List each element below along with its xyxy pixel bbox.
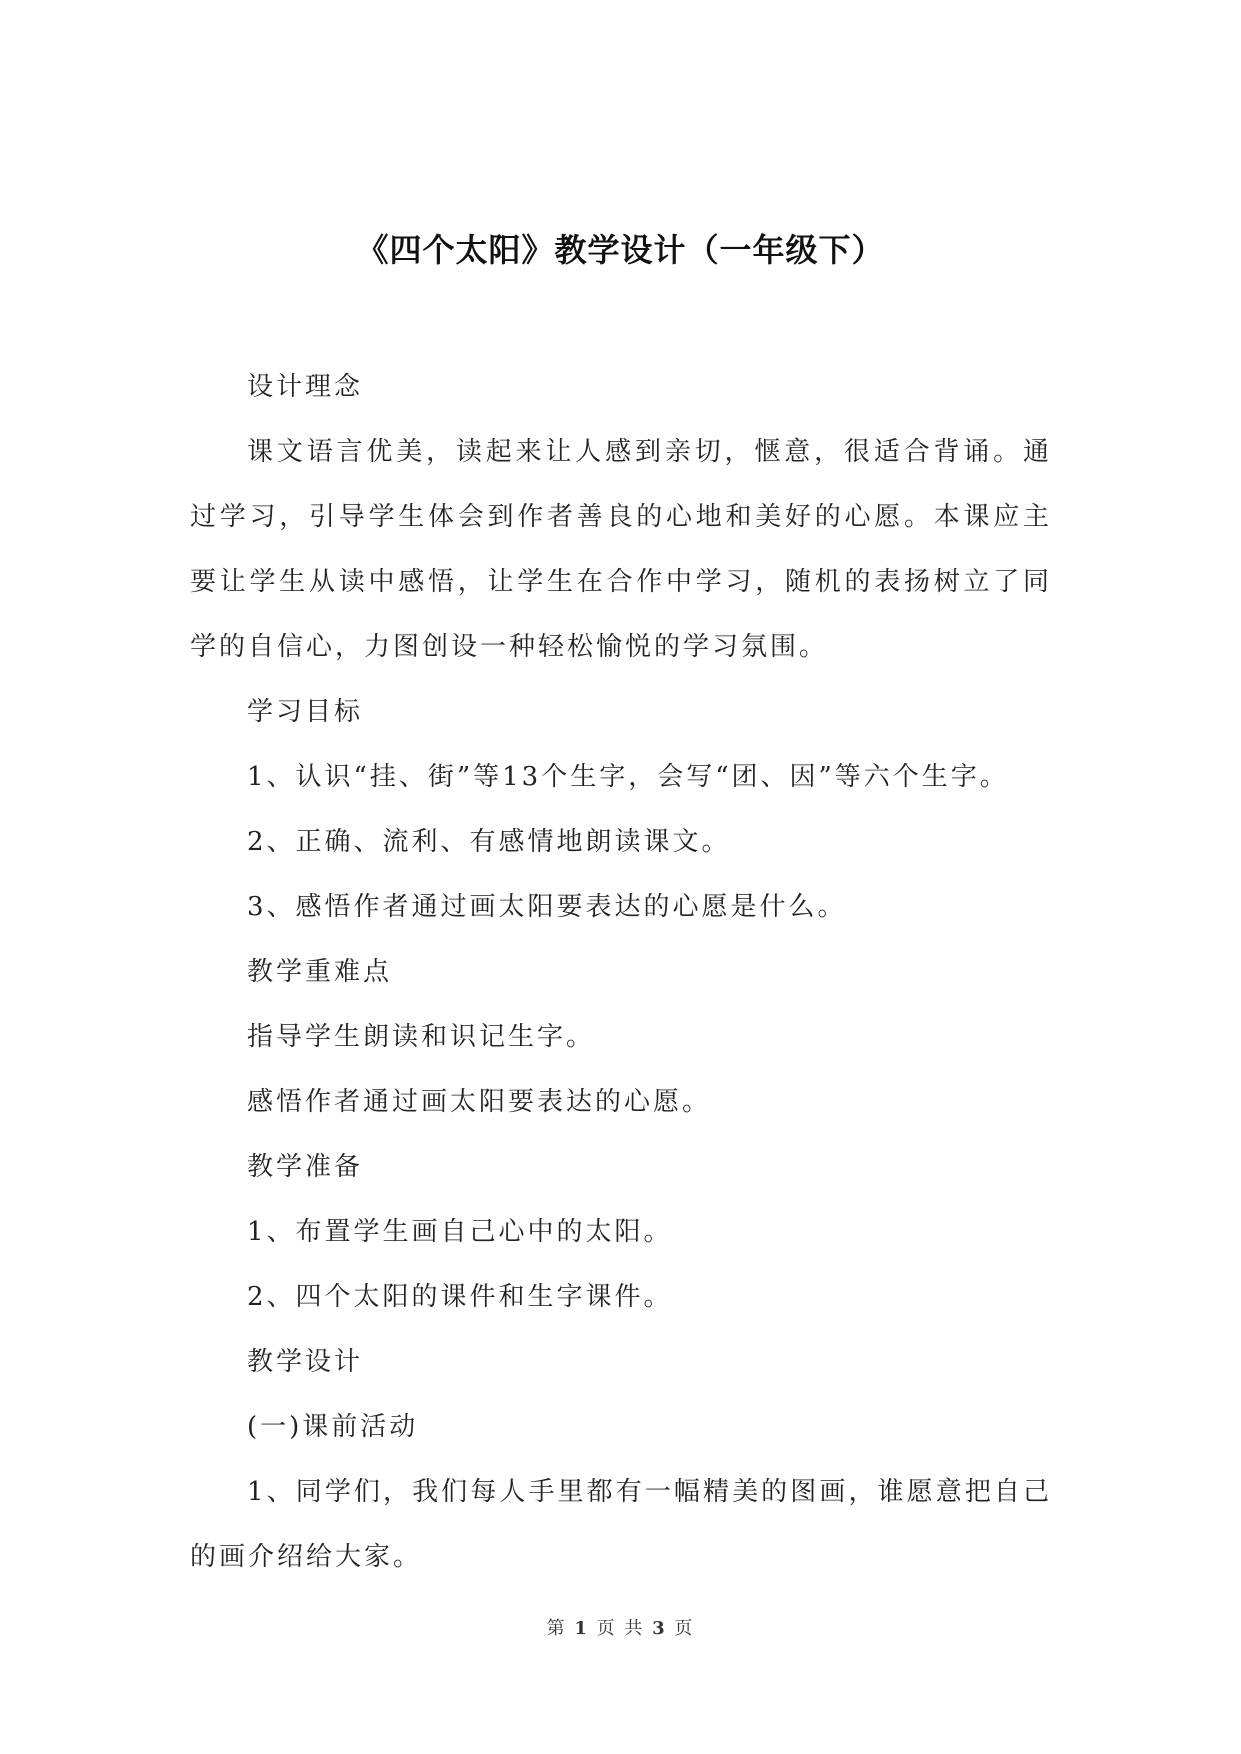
list-item-goal-2: 2、正确、流利、有感情地朗读课文。 xyxy=(247,827,731,857)
footer-middle: 页 共 xyxy=(596,1618,645,1639)
document-body xyxy=(190,355,1052,1590)
section-heading-key-points: 教学重难点 xyxy=(247,957,393,987)
section-heading-learning-goals: 学习目标 xyxy=(247,697,364,727)
section-heading-preparation: 教学准备 xyxy=(247,1152,364,1182)
list-item-preparation-1: 1、布置学生画自己心中的太阳。 xyxy=(247,1217,673,1247)
footer-suffix: 页 xyxy=(674,1618,695,1639)
footer-prefix: 第 xyxy=(546,1618,567,1639)
footer-current-page: 1 xyxy=(574,1618,589,1639)
list-item-goal-1: 1、认识“挂、街”等13个生字，会写“团、因”等六个生字。 xyxy=(247,762,1009,792)
document-title: 《四个太阳》教学设计（一年级下） xyxy=(356,231,885,269)
footer-total-pages: 3 xyxy=(652,1618,667,1639)
page-footer xyxy=(0,1614,1241,1640)
paragraph-design-concept: 课文语言优美，读起来让人感到亲切，惬意，很适合背诵。通过学习，引导学生体会到作者善良的心地和美好的心愿。本课应主要让学生从读中感悟，让学生在合作中学习，随机的表扬树立了同学的自信心，力图创设一种轻松愉悦的学习氛围。 xyxy=(190,437,1052,662)
section-heading-design-concept: 设计理念 xyxy=(247,372,364,402)
section-heading-teaching-design: 教学设计 xyxy=(247,1347,364,1377)
subsection-heading-pre-class: (一)课前活动 xyxy=(247,1412,419,1442)
paragraph-key-point-1: 指导学生朗读和识记生字。 xyxy=(247,1022,596,1052)
list-item-preparation-2: 2、四个太阳的课件和生字课件。 xyxy=(247,1282,673,1312)
list-item-activity-1: 1、同学们，我们每人手里都有一幅精美的图画，谁愿意把自己的画介绍给大家。 xyxy=(190,1477,1052,1572)
list-item-goal-3: 3、感悟作者通过画太阳要表达的心愿是什么。 xyxy=(247,892,847,922)
paragraph-key-point-2: 感悟作者通过画太阳要表达的心愿。 xyxy=(247,1087,712,1117)
